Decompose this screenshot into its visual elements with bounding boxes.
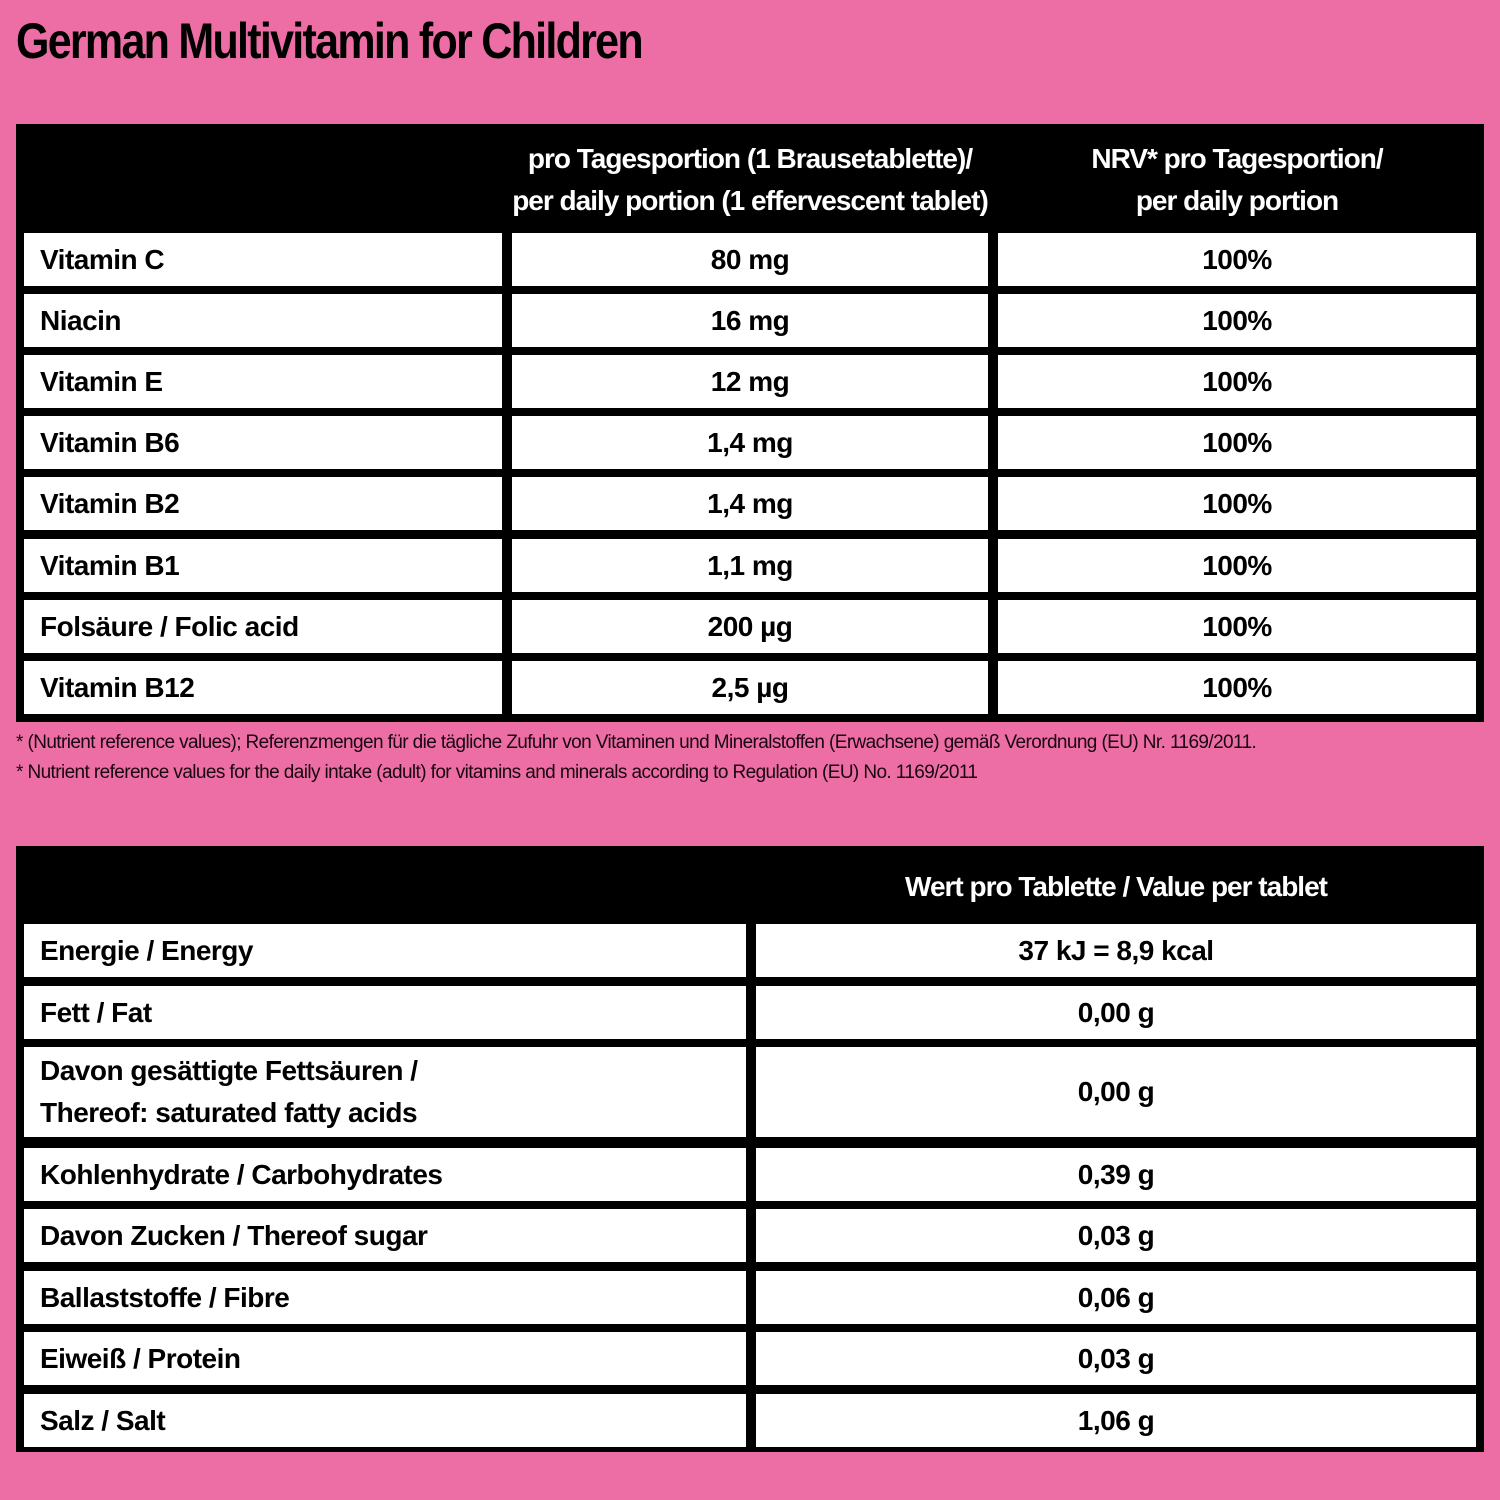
nutrient-name-text: Eiweiß / Protein (40, 1342, 241, 1374)
vitamin-name-text: Vitamin C (40, 243, 165, 275)
nutrient-value-text: 0,03 g (1077, 1342, 1155, 1374)
nutrient-value-text: 0,03 g (1077, 1219, 1155, 1251)
footnote-en: * Nutrient reference values for the daily intake (adult) for vitamins and minerals according to Regulation (EU) No. 1169/2011 (16, 762, 978, 783)
nutrient-name (24, 1394, 746, 1447)
vitamin-name (24, 416, 502, 469)
vitamin-amount-text: 16 mg (710, 304, 790, 336)
nutrient-name-line: Thereof: saturated fatty acids (40, 1097, 418, 1128)
nutrient-value-text: 0,06 g (1077, 1281, 1155, 1313)
vitamin-nrv (998, 477, 1476, 530)
vitamin-nrv-text: 100% (1202, 365, 1272, 397)
vitamin-nrv-text: 100% (1202, 610, 1272, 642)
vitamin-amount-text: 80 mg (710, 243, 790, 275)
vitamin-nrv-text: 100% (1202, 487, 1272, 519)
vitamin-nrv-text: 100% (1202, 304, 1272, 336)
vitamin-amount (512, 294, 988, 347)
vitamin-amount (512, 539, 988, 592)
vitamin-nrv (998, 355, 1476, 408)
nutrient-value (756, 924, 1476, 977)
vitamin-name (24, 355, 502, 408)
nutrient-name-text: Energie / Energy (40, 934, 253, 966)
vitamin-nrv (998, 233, 1476, 286)
vitamin-amount (512, 355, 988, 408)
nutrient-name (24, 1271, 746, 1324)
nutrient-value-text: 37 kJ = 8,9 kcal (1018, 934, 1214, 966)
vitamin-amount (512, 477, 988, 530)
vitamin-name (24, 294, 502, 347)
header-nrv (998, 138, 1476, 222)
nutrient-value (756, 1271, 1476, 1324)
vitamin-name-text: Vitamin E (40, 365, 163, 397)
nutrient-name (24, 1332, 746, 1385)
nutrient-name (24, 1047, 746, 1137)
nutrient-value (756, 1148, 1476, 1201)
header-line: per daily portion (1 effervescent tablet) (512, 185, 988, 216)
vitamin-amount-text: 200 µg (707, 610, 793, 642)
vitamin-amount-text: 1,1 mg (707, 549, 793, 581)
header-line: pro Tagesportion (1 Brausetablette)/ (527, 143, 973, 174)
vitamin-name (24, 233, 502, 286)
vitamin-name-text: Vitamin B12 (40, 671, 195, 703)
vitamin-amount (512, 233, 988, 286)
vitamin-nrv-text: 100% (1202, 426, 1272, 458)
nutrient-value-text: 0,00 g (1077, 996, 1155, 1028)
nutrient-name-text: Kohlenhydrate / Carbohydrates (40, 1158, 443, 1190)
nutrient-name-text: Ballaststoffe / Fibre (40, 1281, 290, 1313)
vitamin-name (24, 661, 502, 714)
page-title: German Multivitamin for Children (16, 13, 642, 69)
nutrient-name-text: Davon Zucken / Thereof sugar (40, 1219, 428, 1251)
vitamin-name-text: Vitamin B1 (40, 549, 180, 581)
vitamin-nrv (998, 661, 1476, 714)
vitamin-name-text: Vitamin B6 (40, 426, 180, 458)
header-value (756, 866, 1476, 908)
header-line: NRV* pro Tagesportion/ (1091, 143, 1383, 174)
nutrient-value-text: 0,39 g (1077, 1158, 1155, 1190)
vitamin-nrv (998, 416, 1476, 469)
nutrient-name-text: Fett / Fat (40, 996, 152, 1028)
nutrient-name-two-line (40, 1050, 418, 1134)
vitamin-name-text: Vitamin B2 (40, 487, 180, 519)
nutrient-value (756, 1394, 1476, 1447)
vitamin-nrv-text: 100% (1202, 549, 1272, 581)
nutrient-value (756, 1209, 1476, 1262)
nutrient-name (24, 1209, 746, 1262)
vitamin-amount-text: 12 mg (710, 365, 790, 397)
nutrient-value-text: 1,06 g (1077, 1404, 1155, 1436)
nutrient-name-line: Davon gesättigte Fettsäuren / (40, 1055, 418, 1086)
vitamin-name-text: Niacin (40, 304, 122, 336)
header-line: per daily portion (1135, 185, 1339, 216)
header-line: Wert pro Tablette / Value per tablet (905, 871, 1327, 902)
vitamin-nrv (998, 600, 1476, 653)
nutrient-value (756, 1332, 1476, 1385)
vitamin-name (24, 539, 502, 592)
nutrient-value-text: 0,00 g (1077, 1076, 1155, 1107)
vitamin-name (24, 477, 502, 530)
vitamin-name (24, 600, 502, 653)
nutrient-name (24, 924, 746, 977)
vitamin-amount (512, 416, 988, 469)
vitamin-name-text: Folsäure / Folic acid (40, 610, 299, 642)
footnote-de: * (Nutrient reference values); Referenzmengen für die tägliche Zufuhr von Vitaminen und Mineralstoffen (Erwachsene) gemäß Verordnung (EU) Nr. 1169/2011. (16, 732, 1257, 753)
vitamin-nrv (998, 294, 1476, 347)
vitamin-nrv (998, 539, 1476, 592)
nutrient-name (24, 986, 746, 1039)
vitamin-nrv-text: 100% (1202, 243, 1272, 275)
vitamin-amount-text: 2,5 µg (711, 671, 789, 703)
vitamin-amount (512, 661, 988, 714)
nutrient-value (756, 1047, 1476, 1137)
vitamin-nrv-text: 100% (1202, 671, 1272, 703)
nutrient-name-text: Salz / Salt (40, 1404, 166, 1436)
header-amount (512, 138, 988, 222)
vitamin-amount-text: 1,4 mg (707, 487, 793, 519)
nutrient-value (756, 986, 1476, 1039)
vitamin-amount-text: 1,4 mg (707, 426, 793, 458)
vitamin-amount (512, 600, 988, 653)
nutrient-name (24, 1148, 746, 1201)
